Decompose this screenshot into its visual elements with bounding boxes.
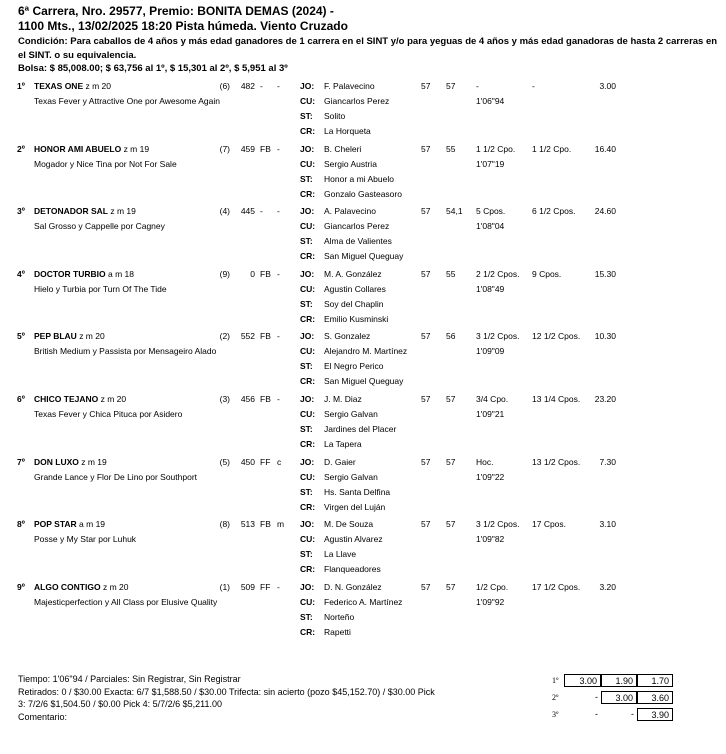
result-row [0,80,726,143]
cumulative-margin: 13 1/2 Cpos. [532,456,581,467]
margin: Hoc. [476,456,494,467]
result-row [0,330,726,393]
trainer-label: CU: [300,96,316,106]
stud-name: Jardines del Placer [324,423,397,434]
stud-name: Alma de Valientes [324,236,392,247]
jockey-name: S. Gonzalez [324,331,371,342]
carried-weight: 57 [446,81,456,91]
result-row [0,456,726,519]
stud-name: El Negro Perico [324,361,384,372]
horse-line [34,331,105,342]
margin: 2 1/2 Cpos. [476,268,520,279]
finish-time: 1'09"92 [476,596,505,607]
payout-win: - [595,709,598,719]
horse-info: z m 19 [121,143,150,154]
dividend: 15.30 [594,268,616,279]
equipment: - [260,206,263,217]
pedigree: British Medium y Passista por Mensageiro Alado [34,346,217,357]
horse-info: z m 19 [108,206,136,217]
medication: - [277,331,280,342]
cumulative-margin: 13 1/4 Cpos. [532,393,581,404]
horse-name: HONOR AMI ABUELO [34,143,122,154]
body-weight: 509 [240,581,255,592]
horse-line [34,582,128,593]
finish-time: 1'09"22 [476,471,505,482]
payout-show: 1.70 [637,674,673,687]
gate: (4) [219,206,230,217]
carried-weight: 57 [446,519,456,530]
payout-place: 2º [552,693,559,702]
cumulative-margin: 1 1/2 Cpo. [532,143,572,154]
assigned-weight: 57 [421,519,431,530]
race-title: 6ª Carrera, Nro. 29577, Premio: BONITA DEMAS (2024) - [18,4,334,18]
jockey-name: D. N. González [324,581,382,592]
gate: (8) [219,519,230,530]
jockey-label: JO: [300,519,315,530]
breeder-label: CR: [300,313,316,324]
payout-win: 3.00 [564,674,601,687]
stud-name: Hs. Santa Delfina [324,486,391,497]
body-weight: 482 [240,81,255,91]
margin: - [476,81,479,91]
jockey-label: JO: [300,393,315,404]
dividend: 3.10 [599,519,616,530]
result-row [0,518,726,581]
race-header [18,4,718,75]
stud-label: ST: [300,486,313,497]
trainer-label: CU: [300,596,316,607]
body-weight: 513 [240,519,255,530]
horse-name: POP STAR [34,519,77,530]
medication: - [277,81,280,91]
breeder-name: San Miguel Queguay [324,376,404,387]
trainer-name: Agustin Alvarez [324,534,383,545]
margin: 3 1/2 Cpos. [476,331,520,342]
dividend: 3.20 [599,581,616,592]
trainer-label: CU: [300,283,316,294]
breeder-name: Flanqueadores [324,564,381,575]
horse-line [34,144,149,155]
stud-name: La Llave [324,549,357,560]
bets-line-2: 3: 7/2/6 $1,504.50 / $0.00 Pick 4: 5/7/2/6 $5,211.00 [18,699,222,709]
assigned-weight: 57 [421,331,431,342]
equipment: FF [260,456,271,467]
dividend: 23.20 [594,393,616,404]
jockey-label: JO: [300,456,315,467]
horse-name: DETONADOR SAL [34,206,108,217]
trainer-name: Alejandro M. Martínez [324,346,408,357]
horse-info: a m 18 [105,268,134,279]
payout-place: 3º [552,710,559,719]
jockey-label: JO: [300,268,315,279]
body-weight: 456 [240,393,255,404]
jockey-name: F. Palavecino [324,81,375,91]
breeder-name: Rapetti [324,626,351,637]
assigned-weight: 57 [421,581,431,592]
trainer-name: Federico A. Martínez [324,596,403,607]
stud-name: Honor a mi Abuelo [324,173,394,184]
trainer-name: Sergio Galvan [324,408,378,419]
finish-time: 1'09"09 [476,346,505,357]
horse-line [34,394,126,405]
gate: (2) [219,331,230,342]
horse-info: z m 20 [100,581,129,592]
stud-label: ST: [300,549,313,560]
stud-name: Soy del Chaplin [324,298,384,309]
trainer-label: CU: [300,221,316,232]
breeder-name: Emilio Kusminski [324,313,389,324]
horse-info: z m 20 [83,81,111,91]
comment-label: Comentario: [18,711,68,722]
carried-weight: 55 [446,143,456,154]
horse-line [34,519,105,530]
dividend: 16.40 [594,143,616,154]
gate: (5) [219,456,230,467]
result-row [0,393,726,456]
pedigree: Mogador y Nice Tina por Not For Sale [34,158,177,169]
horse-name: ALGO CONTIGO [34,581,101,592]
horse-name: PEP BLAU [34,331,77,342]
carried-weight: 57 [446,456,456,467]
breeder-name: Virgen del Luján [324,501,386,512]
jockey-label: JO: [300,206,315,217]
pedigree: Majesticperfection y All Class por Elusive Quality [34,596,218,607]
breeder-label: CR: [300,438,316,449]
breeder-label: CR: [300,501,316,512]
dividend: 3.00 [599,81,616,91]
pedigree: Texas Fever y Chica Pituca por Asidero [34,408,183,419]
equipment: FB [260,268,271,279]
carried-weight: 57 [446,393,456,404]
margin: 1 1/2 Cpo. [476,143,516,154]
carried-weight: 56 [446,331,456,342]
jockey-label: JO: [300,81,315,91]
carried-weight: 57 [446,581,456,592]
breeder-label: CR: [300,126,316,136]
trainer-name: Giancarlos Perez [324,96,390,106]
dividend: 10.30 [594,331,616,342]
race-time: Tiempo: 1'06"94 / Parciales: Sin Registrar, Sin Registrar [18,674,241,684]
horse-info: z m 20 [98,393,127,404]
trainer-name: Sergio Austria [324,158,377,169]
finish-time: 1'09"82 [476,534,505,545]
results-list [0,80,726,643]
margin: 1/2 Cpo. [476,581,509,592]
finish-position: 8º [17,519,25,530]
cumulative-margin: - [532,81,535,91]
breeder-label: CR: [300,251,316,262]
jockey-name: M. De Souza [324,519,374,530]
equipment: - [260,81,263,91]
bets-line-1: Retirados: 0 / $30.00 Exacta: 6/7 $1,588.50 / $30.00 Trifecta: sin acierto (pozo $45,152.70) / $30.00 Pick [18,686,435,697]
stud-label: ST: [300,361,313,372]
medication: - [277,393,280,404]
pedigree: Hielo y Turbia por Turn Of The Tide [34,283,167,294]
race-purse: Bolsa: $ 85,008.00; $ 63,756 al 1º, $ 15,301 al 2º, $ 5,951 al 3º [18,63,288,74]
jockey-name: M. A. González [324,268,382,279]
trainer-label: CU: [300,158,316,169]
race-footer [18,673,435,723]
horse-name: DOCTOR TURBIO [34,268,106,279]
gate: (1) [219,581,230,592]
payout-place-value: 1.90 [601,674,637,687]
finish-time: 1'07"19 [476,158,505,169]
result-row [0,268,726,331]
payout-place: 1º [552,676,559,685]
breeder-name: Gonzalo Gasteasoro [324,188,402,199]
jockey-name: A. Palavecino [324,206,376,217]
gate: (6) [219,81,230,91]
assigned-weight: 57 [421,206,431,217]
cumulative-margin: 17 1/2 Cpos. [532,581,581,592]
gate: (9) [219,268,230,279]
equipment: FB [260,519,271,530]
body-weight: 552 [240,331,255,342]
carried-weight: 54,1 [446,206,463,217]
finish-position: 3º [17,206,25,217]
stud-name: Norteño [324,611,355,622]
result-row [0,581,726,644]
pedigree: Posse y My Star por Luhuk [34,534,137,545]
stud-label: ST: [300,236,313,247]
horse-info: z m 20 [76,331,105,342]
jockey-name: B. Cheleri [324,143,362,154]
jockey-label: JO: [300,581,315,592]
pedigree: Texas Fever y Attractive One por Awesome Again [34,96,220,106]
body-weight: 459 [240,143,255,154]
finish-position: 2º [17,143,25,154]
finish-position: 6º [17,393,25,404]
gate: (3) [219,393,230,404]
assigned-weight: 57 [421,81,431,91]
dividend: 24.60 [594,206,616,217]
cumulative-margin: 17 Cpos. [532,519,567,530]
assigned-weight: 57 [421,268,431,279]
pedigree: Sal Grosso y Cappelle por Cagney [34,221,165,232]
payout-win: - [595,692,598,702]
horse-name: TEXAS ONE [34,81,84,91]
jockey-name: D. Gaier [324,456,356,467]
trainer-name: Giancarlos Perez [324,221,390,232]
stud-label: ST: [300,111,313,121]
horse-line [34,269,134,280]
equipment: FB [260,331,271,342]
breeder-label: CR: [300,188,316,199]
equipment: FF [260,581,271,592]
cumulative-margin: 12 1/2 Cpos. [532,331,581,342]
horse-info: a m 19 [76,519,106,530]
breeder-name: San Miguel Queguay [324,251,404,262]
breeder-label: CR: [300,564,316,575]
payout-show: 3.90 [637,708,673,721]
horse-line [34,206,136,217]
horse-line [34,81,111,92]
trainer-name: Agustin Collares [324,283,386,294]
assigned-weight: 57 [421,456,431,467]
medication: - [277,206,280,217]
horse-info: z m 19 [78,456,107,467]
margin: 3 1/2 Cpos. [476,519,520,530]
result-row [0,143,726,206]
finish-time: 1'08"04 [476,221,505,232]
stud-label: ST: [300,423,313,434]
finish-position: 5º [17,331,25,342]
trainer-label: CU: [300,534,316,545]
breeder-name: La Tapera [324,438,362,449]
result-row [0,205,726,268]
race-conditions: Condición: Para caballos de 4 años y más edad ganadores de 1 carrera en el SINT y/o para yeguas de 4 años y más edad ganadoras de hasta 2 carreras en el SINT. o su equivalencia. [18,36,718,61]
cumulative-margin: 6 1/2 Cpos. [532,206,576,217]
stud-name: Solito [324,111,346,121]
carried-weight: 55 [446,268,456,279]
trainer-label: CU: [300,346,316,357]
body-weight: 0 [250,268,255,279]
breeder-label: CR: [300,376,316,387]
dividend: 7.30 [599,456,616,467]
medication: - [277,268,280,279]
jockey-label: JO: [300,331,315,342]
finish-time: 1'08"49 [476,283,505,294]
finish-position: 4º [17,268,25,279]
horse-name: DON LUXO [34,456,79,467]
horse-name: CHICO TEJANO [34,393,99,404]
finish-time: 1'09"21 [476,408,505,419]
body-weight: 445 [240,206,255,217]
trainer-label: CU: [300,408,316,419]
jockey-label: JO: [300,143,315,154]
stud-label: ST: [300,611,313,622]
payout-show: 3.60 [637,691,673,704]
stud-label: ST: [300,298,313,309]
trainer-label: CU: [300,471,316,482]
stud-label: ST: [300,173,313,184]
horse-line [34,457,107,468]
medication: - [277,581,280,592]
assigned-weight: 57 [421,143,431,154]
cumulative-margin: 9 Cpos. [532,268,562,279]
breeder-name: La Horqueta [324,126,371,136]
finish-position: 7º [17,456,25,467]
jockey-name: J. M. Diaz [324,393,362,404]
payout-place-value: 3.00 [601,691,637,704]
pedigree: Grande Lance y Flor De Lino por Southport [34,471,198,482]
finish-position: 1º [17,81,25,91]
medication: m [277,519,285,530]
trainer-name: Sergio Galvan [324,471,378,482]
equipment: FB [260,143,271,154]
gate: (7) [219,143,230,154]
finish-time: 1'06"94 [476,96,505,106]
assigned-weight: 57 [421,393,431,404]
finish-position: 9º [17,581,25,592]
body-weight: 450 [240,456,255,467]
payout-place-value: - [631,709,634,719]
margin: 5 Cpos. [476,206,506,217]
equipment: FB [260,393,271,404]
race-details: 1100 Mts., 13/02/2025 18:20 Pista húmeda. Viento Cruzado [18,19,348,33]
medication: - [277,143,280,154]
medication: c [277,456,282,467]
breeder-label: CR: [300,626,316,637]
margin: 3/4 Cpo. [476,393,509,404]
